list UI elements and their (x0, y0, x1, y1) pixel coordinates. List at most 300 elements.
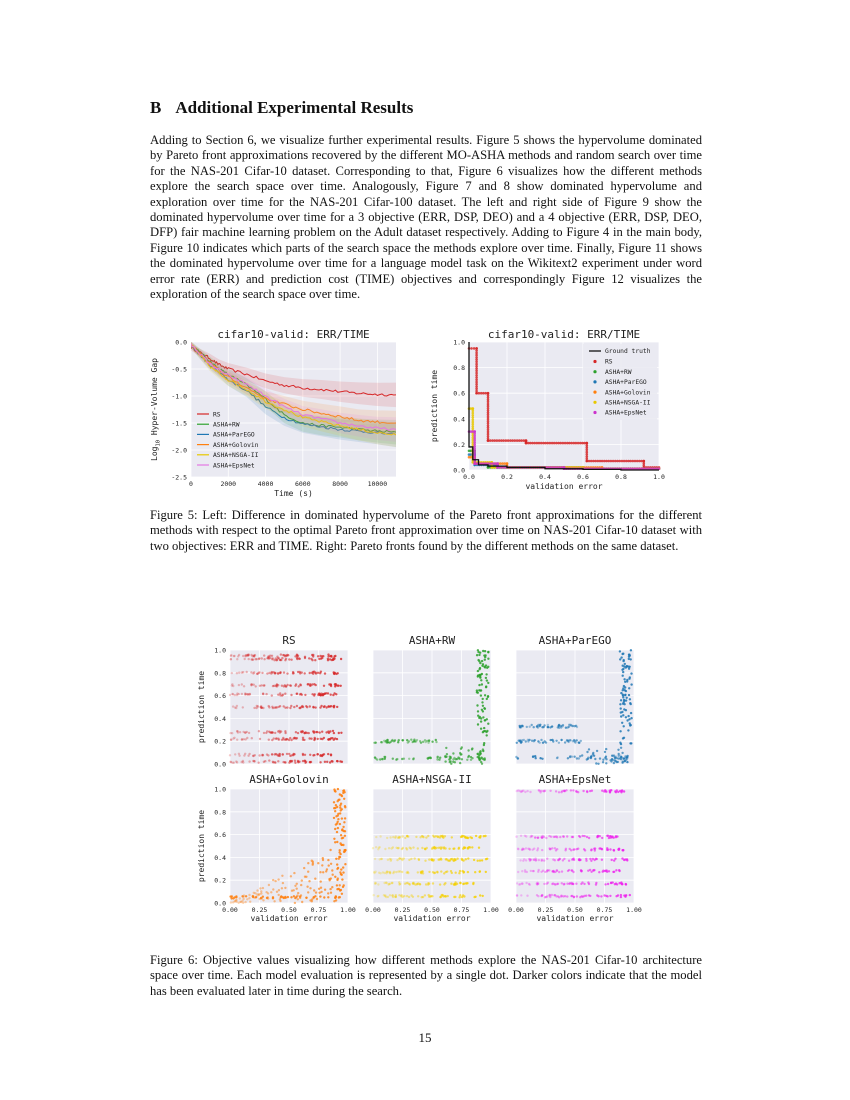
scatter-point (422, 741, 424, 743)
scatter-point (542, 870, 544, 872)
scatter-point (620, 707, 622, 709)
scatter-point (375, 757, 377, 759)
scatter-point (381, 741, 383, 743)
pareto-point (475, 372, 478, 375)
scatter-point (246, 898, 248, 900)
scatter-point (319, 731, 321, 733)
scatter-point (328, 864, 330, 866)
scatter-point (438, 759, 440, 761)
scatter-point (528, 848, 530, 850)
scatter-point (285, 897, 287, 899)
x-axis-label: validation error (250, 914, 328, 923)
scatter-point (412, 741, 414, 743)
scatter-point (341, 761, 343, 763)
scatter-point (410, 858, 412, 860)
scatter-point (623, 708, 625, 710)
scatter-point (607, 883, 609, 885)
scatter-point (312, 754, 314, 756)
scatter-point (618, 753, 620, 755)
scatter-point (244, 658, 246, 660)
scatter-point (440, 835, 442, 837)
x-tick-label: 0.50 (424, 906, 440, 914)
scatter-point (234, 706, 236, 708)
scatter-point (536, 882, 538, 884)
scatter-point (412, 896, 414, 898)
scatter-point (277, 730, 279, 732)
x-axis-label: validation error (536, 914, 614, 923)
scatter-point (407, 741, 409, 743)
scatter-point (340, 685, 342, 687)
scatter-point (260, 890, 262, 892)
scatter-point (323, 685, 325, 687)
chart-title: cifar10-valid: ERR/TIME (487, 328, 641, 341)
x-tick-label: 0.6 (577, 473, 589, 481)
scatter-point (583, 883, 585, 885)
scatter-point (280, 653, 282, 655)
scatter-point (482, 895, 484, 897)
scatter-point (336, 863, 338, 865)
scatter-point (552, 882, 554, 884)
scatter-point (344, 817, 346, 819)
scatter-point (588, 837, 590, 839)
scatter-point (537, 740, 539, 742)
scatter-point (383, 882, 385, 884)
scatter-point (452, 859, 454, 861)
scatter-point (294, 737, 296, 739)
scatter-point (520, 894, 522, 896)
scatter-point (331, 869, 333, 871)
scatter-point (278, 739, 280, 741)
y-tick-label: 1.0 (214, 646, 226, 655)
scatter-point (541, 837, 543, 839)
scatter-point (565, 789, 567, 791)
scatter-point (562, 859, 564, 861)
scatter-point (571, 756, 573, 758)
scatter-point (478, 684, 480, 686)
y-tick-label: 0.0 (175, 338, 187, 347)
scatter-point (585, 895, 587, 897)
scatter-point (257, 672, 259, 674)
pareto-point (473, 347, 476, 350)
panel-asha-parego (515, 634, 634, 765)
scatter-point (435, 741, 437, 743)
scatter-point (253, 707, 255, 709)
scatter-point (592, 869, 594, 871)
scatter-point (327, 692, 329, 694)
scatter-point (288, 658, 290, 660)
scatter-point (242, 760, 244, 762)
scatter-point (244, 901, 246, 903)
scatter-point (556, 756, 558, 758)
scatter-point (338, 851, 340, 853)
scatter-point (333, 706, 335, 708)
scatter-point (293, 872, 295, 874)
scatter-point (238, 693, 240, 695)
scatter-point (604, 883, 606, 885)
scatter-point (332, 730, 334, 732)
scatter-point (628, 656, 630, 658)
scatter-point (543, 859, 545, 861)
scatter-point (343, 798, 345, 800)
scatter-point (317, 655, 319, 657)
scatter-point (484, 650, 486, 652)
scatter-point (484, 835, 486, 837)
scatter-point (250, 654, 252, 656)
scatter-point (262, 887, 264, 889)
scatter-point (334, 841, 336, 843)
scatter-point (537, 871, 539, 873)
scatter-point (531, 835, 533, 837)
scatter-point (386, 837, 388, 839)
scatter-point (620, 896, 622, 898)
y-tick-label: -0.5 (171, 365, 187, 374)
scatter-point (592, 753, 594, 755)
scatter-point (482, 705, 484, 707)
scatter-point (290, 896, 292, 898)
scatter-point (484, 666, 486, 668)
scatter-point (481, 763, 483, 765)
scatter-point (615, 835, 617, 837)
scatter-point (445, 747, 447, 749)
scatter-point (241, 683, 243, 685)
scatter-point (281, 887, 283, 889)
scatter-point (482, 698, 484, 700)
scatter-point (557, 883, 559, 885)
scatter-point (467, 749, 469, 751)
scatter-point (320, 738, 322, 740)
scatter-point (406, 872, 408, 874)
scatter-point (624, 663, 626, 665)
scatter-point (605, 791, 607, 793)
scatter-point (331, 886, 333, 888)
scatter-point (440, 870, 442, 872)
scatter-point (261, 672, 263, 674)
x-tick-label: 0.4 (539, 473, 551, 481)
scatter-point (452, 761, 454, 763)
scatter-point (340, 732, 342, 734)
scatter-point (479, 677, 481, 679)
scatter-point (296, 737, 298, 739)
scatter-point (410, 739, 412, 741)
scatter-point (333, 671, 335, 673)
scatter-point (588, 894, 590, 896)
scatter-point (609, 789, 611, 791)
scatter-point (238, 654, 240, 656)
scatter-point (473, 896, 475, 898)
scatter-point (300, 684, 302, 686)
scatter-point (573, 848, 575, 850)
y-tick-label: -2.0 (171, 446, 187, 455)
x-tick-label: 6000 (294, 480, 311, 488)
body-paragraph: Adding to Section 6, we visualize further experimental results. Figure 5 shows the hypervolume dominated by Pareto front approximations recovered by the different MO-ASHA methods and random search over time for the NAS-201 Cifar-10 dataset. Corresponding to that, Figure 6 visualizes how the different methods explore the search space over time. Analogously, Figure 7 and 8 show dominated hypervolume and exploration over time for the NAS-201 Cifar-100 dataset. The left and right side of Figure 9 show the dominated hypervolume over time for a 3 objective (ERR, DSP, DEO) and a 4 objective (ERR, DSP, DEO, DFP) fair machine learning problem on the Adult dataset respectively. Adding to Figure 4 in the main body, Figure 10 indicates which parts of the search space the methods explore over time. Finally, Figure 11 shows the dominated hypervolume over time for a language model task on the Wikitext2 experiment under word error rate (ERR) and prediction cost (TIME) objectives and correspondingly Figure 12 visualizes the exploration of the search space over time. (150, 133, 702, 302)
scatter-point (548, 835, 550, 837)
scatter-point (244, 732, 246, 734)
legend-swatch (593, 401, 596, 404)
scatter-point (541, 860, 543, 862)
pareto-point (475, 354, 478, 357)
scatter-point (236, 739, 238, 741)
scatter-point (590, 757, 592, 759)
scatter-point (336, 888, 338, 890)
scatter-point (260, 892, 262, 894)
scatter-point (612, 871, 614, 873)
scatter-point (444, 755, 446, 757)
scatter-point (452, 752, 454, 754)
pareto-point (514, 439, 517, 442)
scatter-point (274, 732, 276, 734)
scatter-point (274, 880, 276, 882)
scatter-point (622, 714, 624, 716)
scatter-point (253, 760, 255, 762)
scatter-point (558, 791, 560, 793)
scatter-point (521, 882, 523, 884)
x-tick-label: 0.50 (567, 906, 583, 914)
x-tick-label: 0.8 (615, 473, 627, 481)
x-tick-label: 0.75 (453, 906, 470, 914)
scatter-point (606, 849, 608, 851)
scatter-point (258, 762, 260, 764)
scatter-point (377, 883, 379, 885)
scatter-point (307, 871, 309, 873)
scatter-point (440, 858, 442, 860)
scatter-point (571, 882, 573, 884)
scatter-point (327, 859, 329, 861)
scatter-point (558, 725, 560, 727)
x-tick-label: 0.25 (251, 906, 268, 914)
scatter-point (268, 739, 270, 741)
pareto-point (496, 439, 499, 442)
x-tick-label: 2000 (220, 480, 237, 488)
scatter-point (479, 667, 481, 669)
scatter-point (579, 755, 581, 757)
scatter-point (623, 701, 625, 703)
scatter-point (344, 863, 346, 865)
scatter-point (398, 837, 400, 839)
scatter-point (343, 791, 345, 793)
scatter-point (465, 858, 467, 860)
scatter-point (483, 742, 485, 744)
x-tick-label: 8000 (332, 480, 348, 488)
y-tick-label: 0.2 (214, 737, 226, 746)
pareto-point (494, 462, 497, 465)
scatter-point (406, 835, 408, 837)
scatter-point (323, 896, 325, 898)
scatter-point (313, 896, 315, 898)
scatter-point (305, 897, 307, 899)
scatter-point (477, 710, 479, 712)
scatter-point (541, 894, 543, 896)
legend-label: ASHA+NSGA-II (213, 452, 259, 460)
pareto-point (478, 392, 481, 395)
scatter-point (329, 730, 331, 732)
scatter-point (525, 740, 527, 742)
y-tick-label: -1.0 (171, 392, 187, 401)
scatter-point (282, 694, 284, 696)
scatter-point (314, 737, 316, 739)
scatter-point (319, 706, 321, 708)
scatter-point (267, 892, 269, 894)
scatter-point (339, 896, 341, 898)
scatter-point (230, 761, 232, 763)
scatter-point (622, 653, 624, 655)
scatter-point (338, 732, 340, 734)
scatter-point (296, 888, 298, 890)
scatter-point (537, 837, 539, 839)
scatter-point (404, 883, 406, 885)
scatter-point (557, 859, 559, 861)
scatter-point (611, 859, 613, 861)
scatter-point (432, 847, 434, 849)
y-tick-label: 0.0 (453, 466, 465, 475)
scatter-point (479, 871, 481, 873)
scatter-point (279, 705, 281, 707)
scatter-point (468, 755, 470, 757)
legend-label: RS (605, 358, 613, 366)
scatter-point (424, 894, 426, 896)
legend-label: ASHA+ParEGO (605, 379, 647, 387)
scatter-point (401, 835, 403, 837)
panel-title: ASHA+RW (408, 634, 456, 647)
scatter-point (477, 670, 479, 672)
scatter-point (623, 665, 625, 667)
scatter-point (583, 848, 585, 850)
pareto-point (473, 462, 476, 465)
scatter-point (271, 671, 273, 673)
scatter-point (530, 859, 532, 861)
scatter-point (266, 730, 268, 732)
scatter-point (254, 658, 256, 660)
y-tick-label: -2.5 (171, 473, 187, 482)
scatter-point (253, 655, 255, 657)
scatter-point (248, 897, 250, 899)
scatter-point (628, 687, 630, 689)
scatter-point (252, 895, 254, 897)
scatter-point (277, 878, 279, 880)
scatter-point (313, 739, 315, 741)
x-tick-label: 0.75 (310, 906, 327, 914)
scatter-point (460, 836, 462, 838)
y-axis-label: prediction time (430, 369, 439, 443)
scatter-point (277, 673, 279, 675)
scatter-point (426, 847, 428, 849)
scatter-point (275, 738, 277, 740)
scatter-point (388, 847, 390, 849)
scatter-point (317, 694, 319, 696)
scatter-point (392, 896, 394, 898)
scatter-point (458, 872, 460, 874)
scatter-point (487, 658, 489, 660)
scatter-point (483, 654, 485, 656)
scatter-point (344, 835, 346, 837)
scatter-point (539, 757, 541, 759)
scatter-point (399, 857, 401, 859)
scatter-point (543, 883, 545, 885)
scatter-point (453, 847, 455, 849)
scatter-point (296, 693, 298, 695)
scatter-point (271, 658, 273, 660)
scatter-point (398, 894, 400, 896)
scatter-point (324, 761, 326, 763)
scatter-point (248, 658, 250, 660)
scatter-point (545, 741, 547, 743)
scatter-point (391, 882, 393, 884)
scatter-point (470, 759, 472, 761)
scatter-point (336, 760, 338, 762)
scatter-point (265, 693, 267, 695)
pareto-point (586, 453, 589, 456)
scatter-point (398, 739, 400, 741)
scatter-point (449, 761, 451, 763)
scatter-point (624, 681, 626, 683)
scatter-point (548, 869, 550, 871)
scatter-point (538, 859, 540, 861)
scatter-point (533, 726, 535, 728)
legend-swatch (593, 380, 596, 383)
scatter-point (621, 711, 623, 713)
scatter-point (231, 732, 233, 734)
x-tick-label: 0.00 (365, 906, 381, 914)
scatter-point (485, 871, 487, 873)
scatter-point (329, 888, 331, 890)
scatter-point (424, 860, 426, 862)
scatter-point (327, 738, 329, 740)
scatter-point (459, 762, 461, 764)
scatter-point (375, 836, 377, 838)
scatter-point (428, 883, 430, 885)
y-axis-label: prediction time (197, 670, 206, 744)
scatter-point (528, 739, 530, 741)
scatter-point (304, 672, 306, 674)
scatter-point (233, 737, 235, 739)
scatter-point (597, 835, 599, 837)
legend-label: ASHA+RW (605, 368, 632, 376)
scatter-point (578, 757, 580, 759)
scatter-point (283, 654, 285, 656)
scatter-point (334, 810, 336, 812)
scatter-point (604, 757, 606, 759)
scatter-point (308, 657, 310, 659)
scatter-point (622, 675, 624, 677)
scatter-point (517, 848, 519, 850)
scatter-point (396, 758, 398, 760)
scatter-point (304, 657, 306, 659)
scatter-point (326, 761, 328, 763)
scatter-point (268, 884, 270, 886)
scatter-point (383, 756, 385, 758)
scatter-point (397, 847, 399, 849)
scatter-point (516, 790, 518, 792)
scatter-point (585, 858, 587, 860)
scatter-point (572, 789, 574, 791)
scatter-point (420, 742, 422, 744)
scatter-point (486, 858, 488, 860)
scatter-point (330, 683, 332, 685)
scatter-point (531, 740, 533, 742)
scatter-point (296, 654, 298, 656)
scatter-point (300, 884, 302, 886)
scatter-point (417, 847, 419, 849)
scatter-point (378, 847, 380, 849)
scatter-point (519, 790, 521, 792)
scatter-point (342, 826, 344, 828)
pareto-point (472, 412, 475, 415)
scatter-point (459, 882, 461, 884)
scatter-point (622, 694, 624, 696)
scatter-point (614, 883, 616, 885)
scatter-point (341, 828, 343, 830)
scatter-point (232, 693, 234, 695)
scatter-point (547, 726, 549, 728)
